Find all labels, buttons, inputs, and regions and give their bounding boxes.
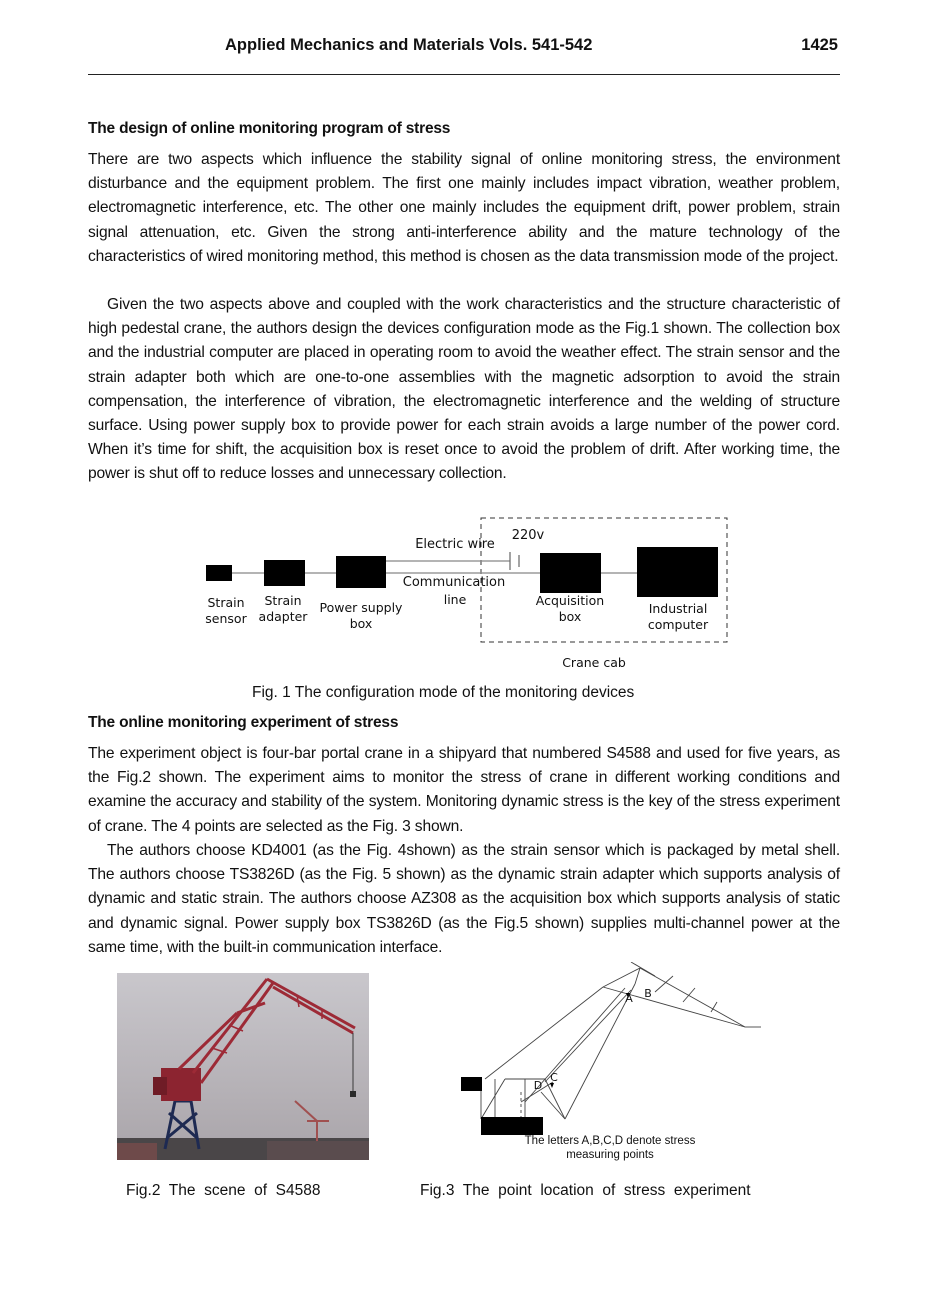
power-supply-block (336, 556, 386, 588)
paragraph-4: The authors choose KD4001 (as the Fig. 4shown) as the strain sensor which is packaged by metal shell. The authors choose TS3826D (as the Fig. 5 shown) as the dynamic strain adapter which supports analysis of dynamic and static strain. The authors choose AZ308 as the acquisition box which supports analysis of static and dynamic signal. Power supply box TS3826D (as the Fig.5 shown) supplies multi-channel power at the same time, with the built-in communication interface. (88, 842, 840, 956)
strain-adapter-label (254, 593, 312, 625)
industrial-computer-label-2: computer (647, 617, 709, 632)
figure-1-caption: Fig. 1 The configuration mode of the monitoring devices (252, 684, 635, 701)
section-heading-experiment: The online monitoring experiment of stress (88, 714, 399, 731)
figure-3-caption: Fig.3 The point location of stress experiment (420, 1182, 751, 1199)
electric-wire-label: Electric wire (415, 537, 495, 552)
point-c-label: C (550, 1071, 558, 1084)
line-label: line (443, 592, 467, 607)
acquisition-box-label-1: Acquisition (535, 593, 605, 608)
voltage-label: 220v (511, 528, 545, 543)
industrial-computer-label-1: Industrial (648, 601, 708, 616)
figure-3-note-1: The letters A,B,C,D denote stress (524, 1135, 696, 1147)
point-d-label: D (533, 1079, 543, 1092)
industrial-computer-label (633, 601, 723, 633)
figure-2-photo (117, 973, 369, 1160)
strain-adapter-label-2: adapter (258, 609, 308, 624)
strain-adapter-block (264, 560, 305, 586)
strain-sensor-label-2: sensor (205, 611, 247, 626)
page-number: 1425 (801, 36, 838, 54)
strain-sensor-label-1: Strain (207, 595, 245, 610)
industrial-computer-block (637, 547, 718, 597)
strain-sensor-label (197, 595, 255, 627)
acquisition-box-label-2: box (558, 609, 582, 624)
paragraph-2: Given the two aspects above and coupled with the work characteristics and the structure characteristic of high pedestal crane, the authors design the devices configuration mode as the Fig.1 shown. The collection box and the industrial computer are placed in operating room to avoid the weather effect. The strain sensor and the strain adapter both which are one-to-one assemblies with the magnetic adsorption to avoid the strain compensation, the interference of vibration, the electromagnetic interference and the welding of structure surface. Using power supply box to provide power for each strain avoids a large number of the power cord. When it’s time for shift, the acquisition box is reset once to avoid the problem of drift. After working time, the power is shut off to reduce losses and unnecessary collection. (88, 296, 840, 483)
crane-cab-label: Crane cab (562, 655, 626, 670)
acquisition-box-block (540, 553, 601, 593)
crane-photo-illustration (117, 973, 369, 1160)
figure-3-diagram (455, 962, 765, 1162)
strain-sensor-block (206, 565, 232, 581)
point-b-label: B (644, 987, 652, 1000)
acquisition-box-label (525, 593, 615, 625)
communication-label: Communication (402, 575, 506, 590)
paragraph-3: The experiment object is four-bar portal crane in a shipyard that numbered S4588 and used for five years, as the Fig.2 shown. The experiment aims to monitor the stress of crane in different working conditions and examine the accuracy and stability of the system. Monitoring dynamic stress is the key of the stress experiment of crane. The 4 points are selected as the Fig. 3 shown. (88, 745, 840, 835)
figure-3-note-2: measuring points (566, 1149, 654, 1161)
journal-title: Applied Mechanics and Materials Vols. 541-542 (225, 36, 593, 54)
power-supply-label-2: box (349, 616, 373, 631)
point-a-label: A (625, 992, 633, 1005)
crane-structure-drawing (455, 962, 765, 1162)
figure-3-note (475, 1134, 745, 1162)
paragraph-1: There are two aspects which influence the stability signal of online monitoring stress, the environment disturbance and the equipment problem. The first one mainly includes impact vibration, weather problem, electromagnetic interference, etc. The other one mainly includes the equipment drift, power problem, strain signal attenuation, etc. Given the strong anti-interference ability and the mature technology of the characteristics of wired monitoring method, this method is chosen as the data transmission mode of the project. (88, 151, 840, 265)
strain-adapter-label-1: Strain (264, 593, 302, 608)
power-supply-label (311, 600, 411, 632)
figure-2-caption: Fig.2 The scene of S4588 (126, 1182, 321, 1199)
power-supply-label-1: Power supply (319, 600, 403, 615)
section-heading-design: The design of online monitoring program of stress (88, 120, 451, 137)
